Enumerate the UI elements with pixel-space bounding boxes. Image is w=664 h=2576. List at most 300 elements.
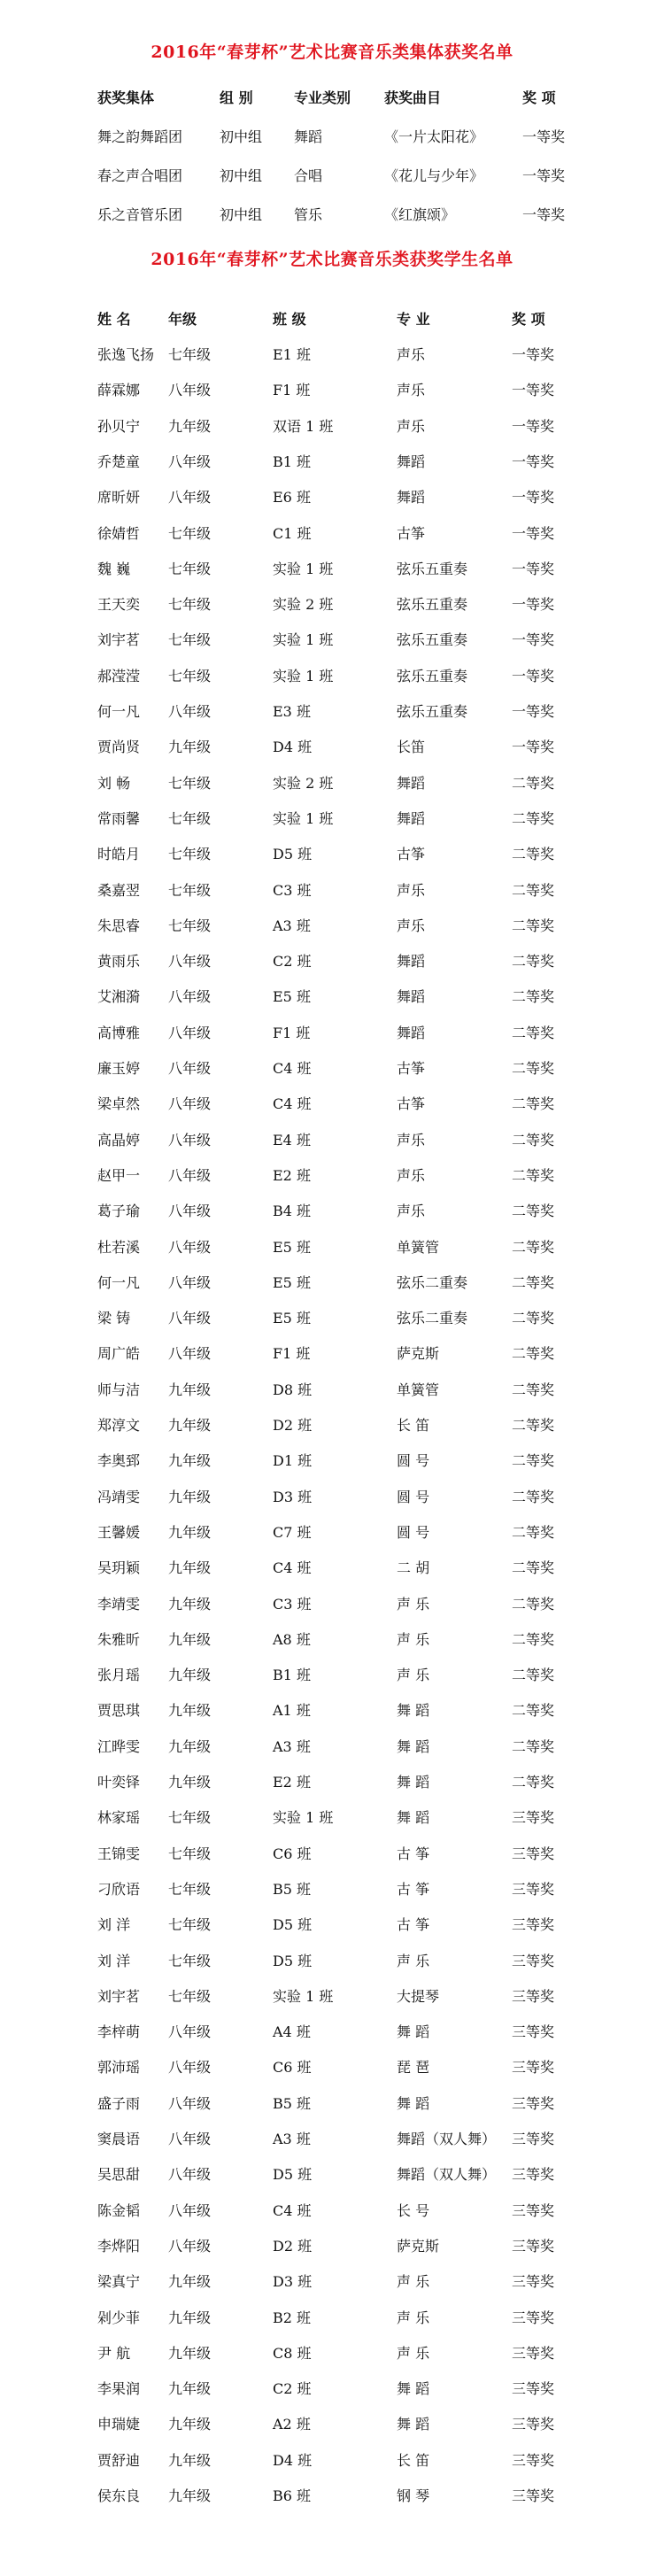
student-row <box>0 2369 664 2404</box>
student-row <box>0 799 664 834</box>
student-grade-cell: 七年级 <box>168 631 212 649</box>
student-class-cell: B2 班 <box>273 2309 312 2326</box>
student-major-cell: 弦乐五重奏 <box>397 596 468 614</box>
student-award-cell: 三等奖 <box>512 2094 555 2112</box>
student-row <box>0 692 664 727</box>
student-name-header: 姓 名 <box>97 311 131 328</box>
student-grade-cell: 八年级 <box>168 2023 212 2041</box>
student-name-cell: 陈金韬 <box>97 2201 141 2219</box>
student-name-cell: 黄雨乐 <box>97 953 141 971</box>
student-class-cell: C4 班 <box>273 1095 312 1113</box>
student-grade-cell: 八年级 <box>168 1345 212 1363</box>
student-name-cell: 梁真宁 <box>97 2273 141 2291</box>
student-name-cell: 贾思琪 <box>97 1702 141 1720</box>
student-grade-cell: 九年级 <box>168 1595 212 1613</box>
student-major-cell: 声 乐 <box>397 2344 430 2362</box>
group-piece-header: 获奖曲目 <box>384 89 442 106</box>
student-award-cell: 二等奖 <box>512 1595 555 1613</box>
student-class-cell: E2 班 <box>273 1166 311 1184</box>
student-major-cell: 舞蹈 <box>397 809 426 827</box>
student-major-cell: 舞 蹈 <box>397 1774 430 1791</box>
student-row <box>0 2119 664 2154</box>
student-major-cell: 弦乐五重奏 <box>397 631 468 649</box>
student-major-cell: 声 乐 <box>397 1952 430 1969</box>
student-name-cell: 郭沛瑶 <box>97 2059 141 2077</box>
student-name-cell: 刁欣语 <box>97 1880 141 1898</box>
student-class-cell: 实验 2 班 <box>273 774 334 792</box>
student-class-cell: C6 班 <box>273 2059 312 2077</box>
group-piece-cell: 《红旗颂》 <box>384 206 456 223</box>
student-award-cell: 一等奖 <box>512 596 555 614</box>
group-header-row <box>0 78 664 113</box>
student-major-cell: 古 筝 <box>397 1916 430 1934</box>
student-row <box>0 1263 664 1298</box>
student-award-cell: 二等奖 <box>512 846 555 863</box>
student-row <box>0 2333 664 2369</box>
student-major-cell: 圆 号 <box>397 1452 430 1470</box>
student-name-cell: 刘 洋 <box>97 1952 131 1969</box>
student-grade-cell: 九年级 <box>168 1667 212 1684</box>
student-major-cell: 声 乐 <box>397 1630 430 1648</box>
student-grade-cell: 八年级 <box>168 1095 212 1113</box>
student-grade-cell: 八年级 <box>168 1131 212 1149</box>
student-grade-cell: 七年级 <box>168 560 212 577</box>
student-grade-cell: 七年级 <box>168 667 212 685</box>
student-row <box>0 2262 664 2297</box>
student-major-cell: 单簧管 <box>397 1238 440 1256</box>
student-award-cell: 二等奖 <box>512 988 555 1006</box>
student-major-cell: 长笛 <box>397 739 426 756</box>
student-major-cell: 弦乐五重奏 <box>397 560 468 577</box>
student-row <box>0 1941 664 1976</box>
student-grade-cell: 七年级 <box>168 1952 212 1969</box>
group-award-title: 2016年“春芽杯”艺术比赛音乐类集体获奖名单 <box>151 43 513 62</box>
student-award-title: 2016年“春芽杯”艺术比赛音乐类获奖学生名单 <box>151 250 513 269</box>
student-class-cell: 实验 1 班 <box>273 809 334 827</box>
student-name-cell: 常雨馨 <box>97 809 141 827</box>
student-class-cell: D4 班 <box>273 739 313 756</box>
student-name-cell: 李奥郅 <box>97 1452 141 1470</box>
student-class-cell: C4 班 <box>273 2201 312 2219</box>
student-grade-cell: 八年级 <box>168 2237 212 2255</box>
student-major-cell: 舞蹈 <box>397 453 426 470</box>
student-row <box>0 1120 664 1156</box>
group-division-cell: 初中组 <box>220 167 263 184</box>
student-grade-cell: 七年级 <box>168 1845 212 1862</box>
student-grade-cell: 九年级 <box>168 1381 212 1398</box>
student-row <box>0 1976 664 2012</box>
student-grade-cell: 九年级 <box>168 2380 212 2398</box>
student-award-cell: 二等奖 <box>512 1452 555 1470</box>
student-major-cell: 琵 琶 <box>397 2059 430 2077</box>
student-name-cell: 刘宇茗 <box>97 631 141 649</box>
student-award-cell: 一等奖 <box>512 667 555 685</box>
student-name-cell: 徐婧哲 <box>97 524 141 542</box>
student-major-cell: 弦乐五重奏 <box>397 667 468 685</box>
student-name-cell: 王天奕 <box>97 596 141 614</box>
student-award-cell: 三等奖 <box>512 2023 555 2041</box>
student-row <box>0 584 664 620</box>
student-award-cell: 三等奖 <box>512 2237 555 2255</box>
student-grade-cell: 八年级 <box>168 453 212 470</box>
student-row <box>0 656 664 692</box>
student-grade-cell: 九年级 <box>168 1488 212 1505</box>
student-award-cell: 二等奖 <box>512 1488 555 1505</box>
student-name-cell: 刘 洋 <box>97 1916 131 1934</box>
student-class-cell: B1 班 <box>273 453 312 470</box>
student-name-cell: 吴玥颖 <box>97 1559 141 1577</box>
student-award-cell: 三等奖 <box>512 1952 555 1969</box>
student-class-cell: B5 班 <box>273 1880 312 1898</box>
student-class-cell: D3 班 <box>273 2273 313 2291</box>
student-major-cell: 古筝 <box>397 1060 426 1077</box>
student-class-cell: E4 班 <box>273 1131 311 1149</box>
student-grade-cell: 九年级 <box>168 417 212 435</box>
student-name-cell: 周广皓 <box>97 1345 141 1363</box>
student-award-cell: 二等奖 <box>512 1060 555 1077</box>
student-row <box>0 1370 664 1405</box>
student-major-cell: 弦乐五重奏 <box>397 703 468 720</box>
student-award-cell: 三等奖 <box>512 2416 555 2433</box>
student-award-cell: 二等奖 <box>512 1702 555 1720</box>
student-name-cell: 郝滢滢 <box>97 667 141 685</box>
student-name-cell: 李梓萌 <box>97 2023 141 2041</box>
student-class-cell: C3 班 <box>273 881 312 899</box>
student-award-cell: 二等奖 <box>512 1774 555 1791</box>
student-class-cell: D2 班 <box>273 2237 313 2255</box>
student-name-cell: 梁卓然 <box>97 1095 141 1113</box>
student-award-cell: 一等奖 <box>512 631 555 649</box>
student-major-cell: 古 筝 <box>397 1880 430 1898</box>
student-row <box>0 1762 664 1798</box>
student-class-cell: D5 班 <box>273 1952 313 1969</box>
group-name-cell: 春之声合唱团 <box>97 167 183 184</box>
group-name-cell: 乐之音管乐团 <box>97 206 183 223</box>
group-name-header: 获奖集体 <box>97 89 155 106</box>
student-major-cell: 古 筝 <box>397 1845 430 1862</box>
student-award-cell: 二等奖 <box>512 881 555 899</box>
student-grade-cell: 九年级 <box>168 1452 212 1470</box>
student-class-cell: E5 班 <box>273 988 311 1006</box>
student-award-cell: 一等奖 <box>512 739 555 756</box>
student-name-cell: 葛子瑜 <box>97 1203 141 1220</box>
student-class-cell: D5 班 <box>273 1916 313 1934</box>
student-name-cell: 窦晨语 <box>97 2131 141 2147</box>
student-grade-cell: 八年级 <box>168 382 212 399</box>
group-category-cell: 合唱 <box>294 167 323 184</box>
student-name-cell: 艾湘漪 <box>97 988 141 1006</box>
student-award-cell: 二等奖 <box>512 1131 555 1149</box>
student-award-cell: 一等奖 <box>512 417 555 435</box>
student-row <box>0 977 664 1012</box>
student-grade-cell: 八年级 <box>168 953 212 971</box>
group-row <box>0 117 664 152</box>
student-major-cell: 古筝 <box>397 524 426 542</box>
student-major-cell: 舞蹈 <box>397 988 426 1006</box>
student-award-cell: 二等奖 <box>512 1166 555 1184</box>
student-name-cell: 刘宇茗 <box>97 1987 141 2005</box>
student-award-cell: 二等奖 <box>512 809 555 827</box>
student-major-cell: 声 乐 <box>397 1667 430 1684</box>
student-class-cell: D5 班 <box>273 846 313 863</box>
student-class-cell: A1 班 <box>273 1702 311 1720</box>
student-class-cell: D1 班 <box>273 1452 313 1470</box>
student-major-cell: 声 乐 <box>397 2273 430 2291</box>
student-row <box>0 406 664 442</box>
student-class-cell: 实验 2 班 <box>273 596 334 614</box>
student-name-cell: 杜若溪 <box>97 1238 141 1256</box>
student-row <box>0 727 664 762</box>
group-row <box>0 195 664 230</box>
student-grade-cell: 七年级 <box>168 809 212 827</box>
student-row <box>0 1869 664 1905</box>
student-grade-cell: 九年级 <box>168 1417 212 1434</box>
student-grade-cell: 九年级 <box>168 2416 212 2433</box>
student-grade-header: 年级 <box>168 311 197 328</box>
student-grade-cell: 九年级 <box>168 2487 212 2504</box>
student-major-cell: 大提琴 <box>397 1987 440 2005</box>
student-name-cell: 王馨媛 <box>97 1523 141 1541</box>
student-class-cell: B6 班 <box>273 2487 312 2504</box>
group-division-cell: 初中组 <box>220 206 263 223</box>
student-row <box>0 1512 664 1548</box>
student-major-cell: 声乐 <box>397 1131 426 1149</box>
student-award-cell: 一等奖 <box>512 703 555 720</box>
student-class-cell: C2 班 <box>273 953 312 971</box>
student-name-cell: 何一凡 <box>97 703 141 720</box>
student-class-cell: C4 班 <box>273 1559 312 1577</box>
student-grade-cell: 八年级 <box>168 1203 212 1220</box>
student-class-cell: C6 班 <box>273 1845 312 1862</box>
group-piece-cell: 《一片太阳花》 <box>384 128 484 145</box>
student-award-cell: 三等奖 <box>512 2201 555 2219</box>
student-class-cell: C2 班 <box>273 2380 312 2398</box>
student-name-cell: 乔楚童 <box>97 453 141 470</box>
student-row <box>0 834 664 870</box>
student-name-cell: 何一凡 <box>97 1273 141 1291</box>
student-award-cell: 三等奖 <box>512 2059 555 2077</box>
student-class-cell: E3 班 <box>273 703 311 720</box>
student-class-cell: C1 班 <box>273 524 312 542</box>
student-row <box>0 2298 664 2333</box>
student-name-cell: 高博雅 <box>97 1024 141 1041</box>
student-grade-cell: 八年级 <box>168 703 212 720</box>
student-grade-cell: 七年级 <box>168 524 212 542</box>
student-major-cell: 舞蹈 <box>397 953 426 971</box>
student-award-cell: 二等奖 <box>512 1630 555 1648</box>
student-row <box>0 1620 664 1655</box>
student-class-cell: 实验 1 班 <box>273 1809 334 1827</box>
student-class-cell: D8 班 <box>273 1381 313 1398</box>
student-major-cell: 弦乐二重奏 <box>397 1273 468 1291</box>
student-row <box>0 1334 664 1369</box>
student-class-cell: A3 班 <box>273 1737 311 1755</box>
student-award-cell: 二等奖 <box>512 953 555 971</box>
student-class-cell: D5 班 <box>273 2166 313 2184</box>
student-award-cell: 一等奖 <box>512 346 555 363</box>
student-major-cell: 长 号 <box>397 2201 430 2219</box>
student-row <box>0 906 664 941</box>
student-name-cell: 高晶婷 <box>97 1131 141 1149</box>
student-name-cell: 朱思睿 <box>97 917 141 934</box>
student-grade-cell: 九年级 <box>168 2451 212 2469</box>
student-grade-cell: 八年级 <box>168 1166 212 1184</box>
student-name-cell: 李靖雯 <box>97 1595 141 1613</box>
student-row <box>0 2476 664 2511</box>
student-major-cell: 二 胡 <box>397 1559 430 1577</box>
student-class-cell: B1 班 <box>273 1667 312 1684</box>
student-name-cell: 桑嘉翌 <box>97 881 141 899</box>
student-grade-cell: 八年级 <box>168 1238 212 1256</box>
group-category-cell: 管乐 <box>294 206 323 223</box>
student-major-cell: 声乐 <box>397 1166 426 1184</box>
student-row <box>0 763 664 799</box>
student-name-cell: 师与洁 <box>97 1381 141 1398</box>
student-row <box>0 1690 664 1726</box>
student-award-cell: 三等奖 <box>512 2487 555 2504</box>
student-row <box>0 1191 664 1226</box>
student-class-cell: A3 班 <box>273 2131 311 2147</box>
student-class-cell: D4 班 <box>273 2451 313 2469</box>
student-award-cell: 二等奖 <box>512 1345 555 1363</box>
student-row <box>0 1798 664 1833</box>
student-award-cell: 二等奖 <box>512 1667 555 1684</box>
student-name-cell: 尹 航 <box>97 2344 131 2362</box>
student-row <box>0 2084 664 2119</box>
student-row <box>0 2012 664 2047</box>
student-row <box>0 870 664 906</box>
student-row <box>0 1156 664 1191</box>
student-name-cell: 张逸飞扬 <box>97 346 155 363</box>
student-major-cell: 单簧管 <box>397 1381 440 1398</box>
student-major-cell: 声 乐 <box>397 1595 430 1613</box>
student-row <box>0 1048 664 1084</box>
student-class-cell: 双语 1 班 <box>273 417 334 435</box>
student-name-cell: 朱雅昕 <box>97 1630 141 1648</box>
student-header-row <box>0 299 664 335</box>
student-major-cell: 舞 蹈 <box>397 1702 430 1720</box>
student-grade-cell: 九年级 <box>168 2273 212 2291</box>
student-major-cell: 声乐 <box>397 417 426 435</box>
student-award-cell: 一等奖 <box>512 524 555 542</box>
student-name-cell: 席昕妍 <box>97 489 141 507</box>
student-grade-cell: 九年级 <box>168 1737 212 1755</box>
student-row <box>0 2441 664 2476</box>
group-name-cell: 舞之韵舞蹈团 <box>97 128 183 145</box>
student-name-cell: 冯靖雯 <box>97 1488 141 1505</box>
student-award-cell: 三等奖 <box>512 1845 555 1862</box>
student-award-cell: 二等奖 <box>512 1417 555 1434</box>
student-grade-cell: 九年级 <box>168 1523 212 1541</box>
student-grade-cell: 八年级 <box>168 1310 212 1327</box>
student-row <box>0 941 664 977</box>
student-name-cell: 梁 铸 <box>97 1310 131 1327</box>
group-division-header: 组 别 <box>220 89 253 106</box>
group-piece-cell: 《花儿与少年》 <box>384 167 484 184</box>
student-award-cell: 一等奖 <box>512 382 555 399</box>
student-grade-cell: 九年级 <box>168 1774 212 1791</box>
student-award-cell: 二等奖 <box>512 1024 555 1041</box>
student-name-cell: 叶奕铎 <box>97 1774 141 1791</box>
student-major-cell: 舞 蹈 <box>397 2023 430 2041</box>
student-grade-cell: 七年级 <box>168 596 212 614</box>
student-row <box>0 2226 664 2262</box>
student-row <box>0 2404 664 2440</box>
student-class-cell: E5 班 <box>273 1238 311 1256</box>
student-class-cell: F1 班 <box>273 382 311 399</box>
student-name-cell: 江晔雯 <box>97 1737 141 1755</box>
student-major-cell: 声乐 <box>397 382 426 399</box>
student-award-cell: 二等奖 <box>512 1737 555 1755</box>
student-row <box>0 514 664 549</box>
student-name-cell: 林家瑶 <box>97 1809 141 1827</box>
student-major-cell: 声乐 <box>397 917 426 934</box>
student-major-cell: 古筝 <box>397 846 426 863</box>
student-award-cell: 一等奖 <box>512 489 555 507</box>
student-name-cell: 申瑞婕 <box>97 2416 141 2433</box>
student-class-cell: E5 班 <box>273 1310 311 1327</box>
student-row <box>0 1405 664 1441</box>
student-name-cell: 贾尚贤 <box>97 739 141 756</box>
student-row <box>0 1084 664 1119</box>
student-award-cell: 三等奖 <box>512 1987 555 2005</box>
student-grade-cell: 八年级 <box>168 1060 212 1077</box>
student-name-cell: 时皓月 <box>97 846 141 863</box>
student-class-cell: D3 班 <box>273 1488 313 1505</box>
student-row <box>0 2154 664 2190</box>
student-major-cell: 舞蹈（双人舞） <box>397 2166 497 2184</box>
group-division-cell: 初中组 <box>220 128 263 145</box>
student-award-cell: 二等奖 <box>512 1273 555 1291</box>
student-major-cell: 舞 蹈 <box>397 2380 430 2398</box>
student-major-cell: 舞 蹈 <box>397 2094 430 2112</box>
student-row <box>0 1548 664 1583</box>
student-name-cell: 薛霖娜 <box>97 382 141 399</box>
student-award-cell: 二等奖 <box>512 1559 555 1577</box>
student-class-cell: E5 班 <box>273 1273 311 1291</box>
student-award-header: 奖 项 <box>512 311 545 328</box>
student-class-cell: A4 班 <box>273 2023 311 2041</box>
student-class-cell: 实验 1 班 <box>273 560 334 577</box>
student-class-cell: E1 班 <box>273 346 311 363</box>
student-grade-cell: 九年级 <box>168 1702 212 1720</box>
student-row <box>0 442 664 477</box>
student-award-cell: 三等奖 <box>512 1916 555 1934</box>
student-major-cell: 长 笛 <box>397 2451 430 2469</box>
student-major-cell: 弦乐二重奏 <box>397 1310 468 1327</box>
group-category-header: 专业类别 <box>294 89 351 106</box>
student-major-cell: 钢 琴 <box>397 2487 430 2504</box>
student-major-cell: 舞 蹈 <box>397 1737 430 1755</box>
student-award-cell: 二等奖 <box>512 774 555 792</box>
student-row <box>0 2191 664 2226</box>
student-class-cell: E6 班 <box>273 489 311 507</box>
student-class-cell: A2 班 <box>273 2416 311 2433</box>
student-grade-cell: 八年级 <box>168 2201 212 2219</box>
student-name-cell: 贾舒迪 <box>97 2451 141 2469</box>
student-award-cell: 三等奖 <box>512 1880 555 1898</box>
student-major-cell: 声乐 <box>397 881 426 899</box>
student-award-cell: 二等奖 <box>512 1381 555 1398</box>
student-award-cell: 三等奖 <box>512 2131 555 2147</box>
student-row <box>0 1905 664 1940</box>
student-class-cell: C3 班 <box>273 1595 312 1613</box>
student-name-cell: 剁少菲 <box>97 2309 141 2326</box>
student-grade-cell: 七年级 <box>168 1916 212 1934</box>
student-row <box>0 1298 664 1334</box>
student-class-cell: B5 班 <box>273 2094 312 2112</box>
student-major-cell: 舞蹈（双人舞） <box>397 2131 497 2147</box>
